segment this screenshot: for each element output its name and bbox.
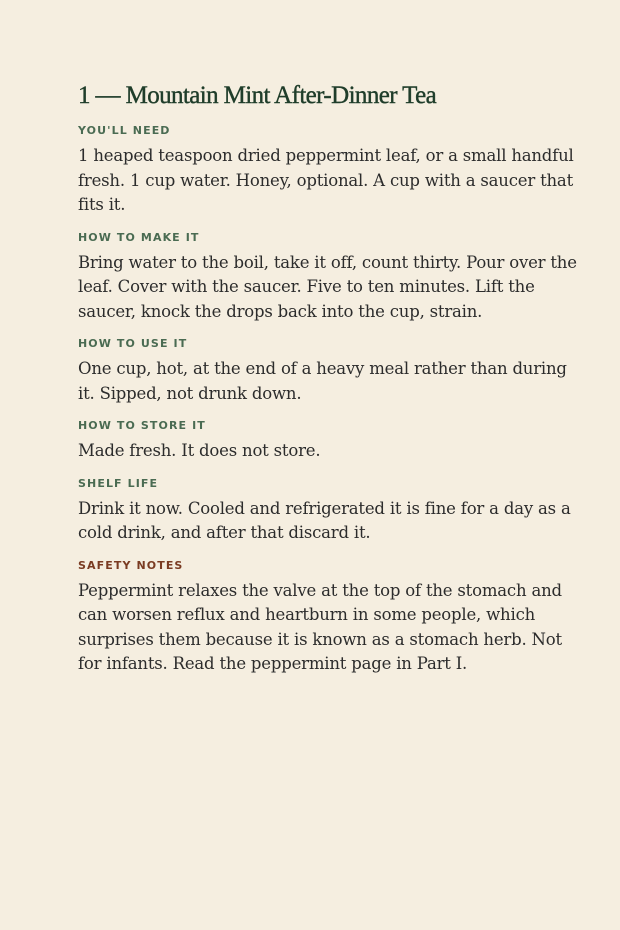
section-text-safety-notes: Peppermint relaxes the valve at the top of the stomach and can worsen reflux and heartburn in some people, which surprises them because it is known as a stomach herb. Not for infants. Read the peppermint page in Part I. xyxy=(78,580,562,673)
section-label-youll-need: YOU'LL NEED xyxy=(78,124,171,137)
recipe-title: 1 — Mountain Mint After-Dinner Tea xyxy=(78,82,437,109)
recipe-page xyxy=(78,78,578,677)
section-label-safety-notes: SAFETY NOTES xyxy=(78,558,184,572)
section-label-shelf-life: SHELF LIFE xyxy=(78,476,159,490)
section-label-how-to-store: HOW TO STORE IT xyxy=(78,419,206,432)
section-text-shelf-life: Drink it now. Cooled and refrigerated it is fine for a day as a cold drink, and after that discard it. xyxy=(78,498,571,542)
section-label-how-to-make: HOW TO MAKE IT xyxy=(78,230,200,244)
section-label-how-to-use: HOW TO USE IT xyxy=(78,337,188,350)
section-text-how-to-store: Made fresh. It does not store. xyxy=(78,441,321,460)
section-text-how-to-use: One cup, hot, at the end of a heavy meal rather than during it. Sipped, not drunk down. xyxy=(78,359,567,403)
section-text-how-to-make: Bring water to the boil, take it off, count thirty. Pour over the leaf. Cover with the saucer. Five to ten minutes. Lift the saucer, knock the drops back into the cup, strain. xyxy=(78,252,577,321)
section-text-youll-need: 1 heaped teaspoon dried peppermint leaf, or a small handful fresh. 1 cup water. Honey, optional. A cup with a saucer that fits it. xyxy=(78,146,574,214)
